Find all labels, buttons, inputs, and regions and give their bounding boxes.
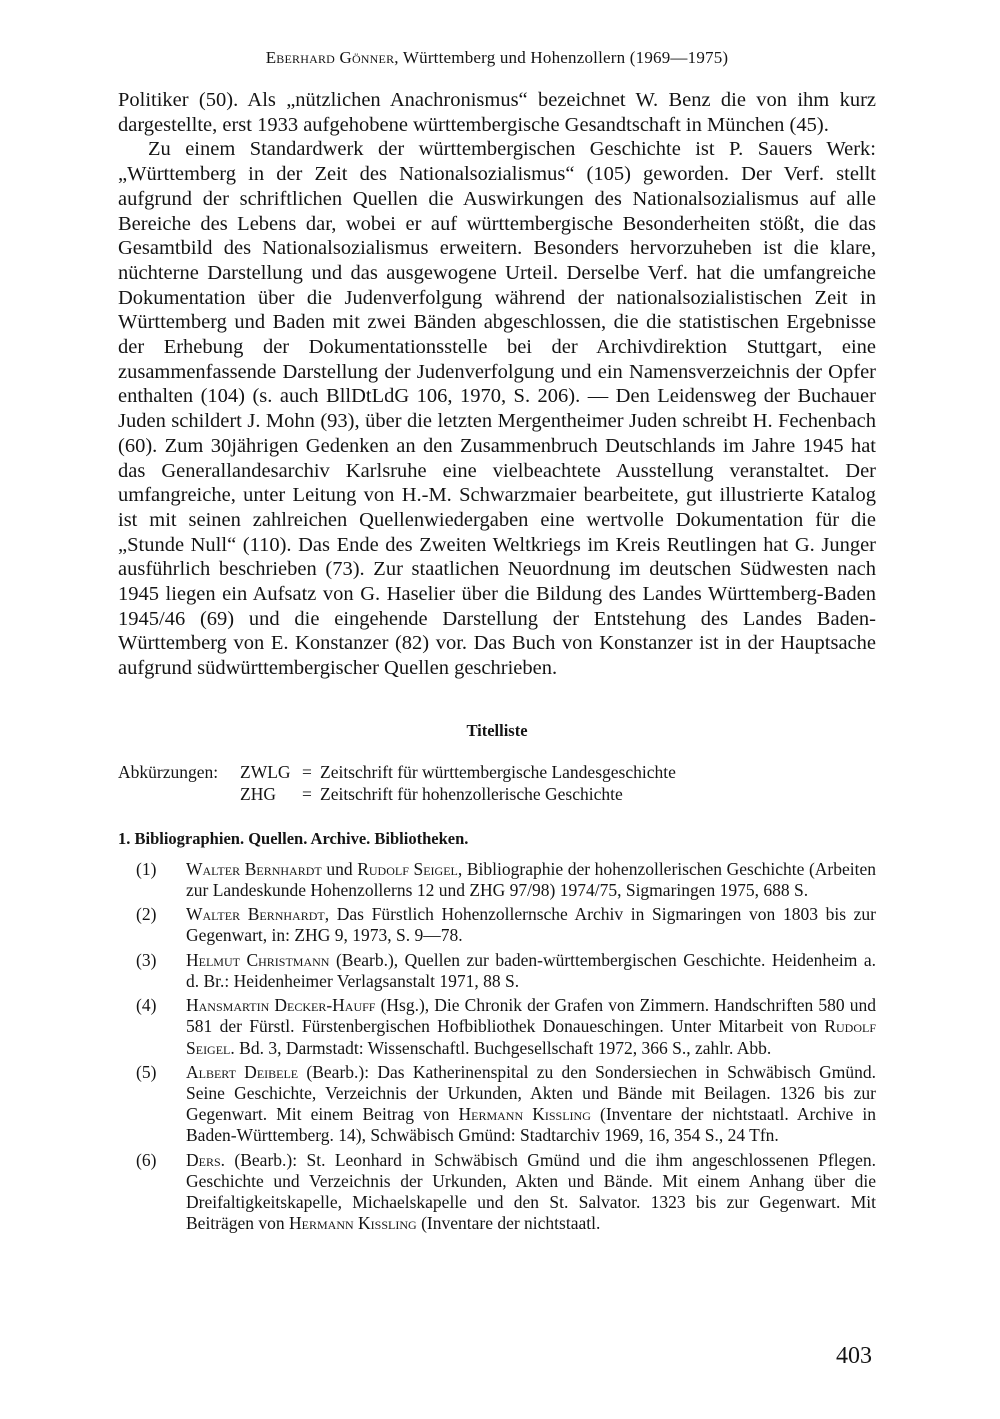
abbreviation-equals: = — [302, 761, 312, 782]
reference-number: (6) — [136, 1149, 157, 1170]
running-head — [118, 48, 876, 68]
reference-text: Walter Bernhardt und Rudolf Seigel, Bibliographie der hohenzollerischen Geschichte (Arbeiten zur Landeskunde Hohenzollerns 12 und ZHG 97/98) 1974/75, Sigmaringen 1975, 688 S. — [186, 858, 877, 901]
running-head-title: , Württemberg und Hohenzollern (1969—1975) — [394, 48, 729, 67]
abbreviation-text: Zeitschrift für württembergische Landesgeschichte — [320, 761, 676, 782]
reference-author: Ders. — [186, 1149, 226, 1170]
reference-author: Walter Bernhardt — [186, 904, 325, 925]
reference-number: (2) — [136, 904, 157, 925]
reference-coauthor: Hermann Kissling — [289, 1213, 417, 1234]
abbreviation-code: ZWLG — [240, 761, 291, 782]
paragraph: Politiker (50). Als „nützlichen Anachronismus“ bezeichnet W. Benz die von ihm kurz dargestellte, erst 1933 aufgehobene württembergische Gesandtschaft in München (45). — [118, 89, 876, 136]
running-head-author: Eberhard Gönner — [265, 48, 395, 67]
reference-author: Helmut Christmann — [186, 949, 330, 970]
reference-item — [136, 904, 876, 946]
body-text — [118, 88, 876, 681]
abbreviation-text: Zeitschrift für hohenzollerische Geschichte — [320, 783, 623, 804]
reference-text: Ders. (Bearb.): St. Leonhard in Schwäbisch Gmünd und die ihm angeschlossenen Pflegen. Geschichte und Verzeichnis der Urkunden, Akten und Bände. Mit einem Anhang über die Dreifaltigkeitskapelle, Michaelskapelle und den St. Salvator. 1323 bis zur Gegenwart. Mit Beiträgen von Hermann Kissling (Inventare der nichtstaatl. — [186, 1149, 876, 1234]
reference-author: Albert Deibele — [186, 1061, 299, 1082]
reference-text: Helmut Christmann (Bearb.), Quellen zur baden-württembergischen Geschichte. Heidenheim a. d. Br.: Heidenheimer Verlagsanstalt 1971, 88 S. — [186, 949, 876, 991]
reference-coauthor: Rudolf Seigel — [357, 858, 458, 879]
reference-list — [136, 859, 876, 1234]
reference-author: Walter Bernhardt — [186, 858, 322, 879]
reference-author: Hansmartin Decker-Hauff — [186, 995, 376, 1016]
reference-number: (4) — [136, 995, 157, 1016]
reference-text: Walter Bernhardt, Das Fürstlich Hohenzollernsche Archiv in Sigmaringen von 1803 bis zur Gegenwart, in: ZHG 9, 1973, S. 9—78. — [186, 904, 876, 946]
abbreviation-code: ZHG — [240, 783, 276, 804]
reference-coauthor: Hermann Kissling — [458, 1104, 591, 1125]
abbreviations — [118, 761, 876, 805]
paragraph: Zu einem Standardwerk der württembergischen Geschichte ist P. Sauers Werk: „Württemberg in der Zeit des Nationalsozialismus“ (105) geworden. Der Verf. stellt aufgrund der schriftlichen Quellen die Auswirkungen des Nationalsozialismus auf alle Bereiche des Lebens dar, wobei er auf württembergische Besonderheiten stößt, die das Gesamtbild des Nationalsozialismus erweitern. Besonders hervorzuheben ist die klare, nüchterne Darstellung und das ausgewogene Urteil. Derselbe Verf. hat die umfangreiche Dokumentation über die Judenverfolgung während der nationalsozialistischen Zeit in Württemberg und Baden mit zwei Bänden abgeschlossen, die die statistischen Ergebnisse der Erhebung der Dokumentationsstelle bei der Archivdirektion Stuttgart, eine zusammenfassende Darstellung der Judenverfolgung und ein Namensverzeichnis der Opfer enthalten (104) (s. auch BllDtLdG 106, 1970, S. 206). — Den Leidensweg der Buchauer Juden schildert J. Mohn (93), über die letzten Mergentheimer Juden schreibt H. Fechenbach (60). Zum 30jährigen Gedenken an den Zusammenbruch Deutschlands im Jahre 1945 hat das Generallandesarchiv Karlsruhe eine vielbeachtete Ausstellung veranstaltet. Der umfangreiche, unter Leitung von H.-M. Schwarzmaier bearbeitete, gut illustrierte Katalog ist mit seinen zahlreichen Quellenwiedergaben eine wertvolle Dokumentation für die „Stunde Null“ (110). Das Ende des Zweiten Weltkriegs im Kreis Reutlingen hat G. Junger ausführlich beschrieben (73). Zur staatlichen Neuordnung im deutschen Südwesten nach 1945 liegen ein Aufsatz von G. Haselier über die Bildung des Landes Württemberg-Baden 1945/46 (69) und die eingehende Darstellung der Entstehung des Landes Baden-Württemberg von E. Konstanzer (82) vor. Das Buch von Konstanzer ist in der Hauptsache aufgrund südwürttembergischer Quellen geschrieben. — [118, 138, 876, 680]
abbreviation-equals: = — [302, 783, 312, 804]
page — [118, 48, 876, 1237]
reference-item — [136, 859, 876, 901]
reference-item — [136, 1062, 876, 1147]
reference-text: Hansmartin Decker-Hauff (Hsg.), Die Chronik der Grafen von Zimmern. Handschriften 580 und 581 der Fürstl. Fürstenbergischen Hofbibliothek Donaueschingen. Unter Mitarbeit von Rudolf Seigel. Bd. 3, Darmstadt: Wissenschaftl. Buchgesellschaft 1972, 366 S., zahlr. Abb. — [186, 995, 877, 1058]
abbreviations-label: Abkürzungen: — [118, 761, 219, 782]
reference-number: (5) — [136, 1061, 157, 1082]
reference-item — [136, 995, 876, 1059]
titelliste-heading: Titelliste — [466, 720, 528, 740]
reference-item — [136, 950, 876, 992]
section-heading: 1. Bibliographien. Quellen. Archive. Bibliotheken. — [118, 828, 469, 848]
reference-coauthor: Rudolf Seigel — [186, 1016, 876, 1058]
reference-item — [136, 1150, 876, 1235]
page-number: 403 — [836, 1343, 872, 1369]
reference-number: (1) — [136, 858, 157, 879]
reference-number: (3) — [136, 949, 157, 970]
reference-text: Albert Deibele (Bearb.): Das Katherinenspital zu den Sondersiechen in Schwäbisch Gmünd. Seine Geschichte, Verzeichnis der Urkunden, Akten und Bände mit Beilagen. 1326 bis zur Gegenwart. Mit einem Beitrag von Hermann Kissling (Inventare der nichtstaatl. Archive in Baden-Württemberg. 14), Schwäbisch Gmünd: Stadtarchiv 1969, 16, 354 S., 24 Tfn. — [186, 1061, 876, 1146]
